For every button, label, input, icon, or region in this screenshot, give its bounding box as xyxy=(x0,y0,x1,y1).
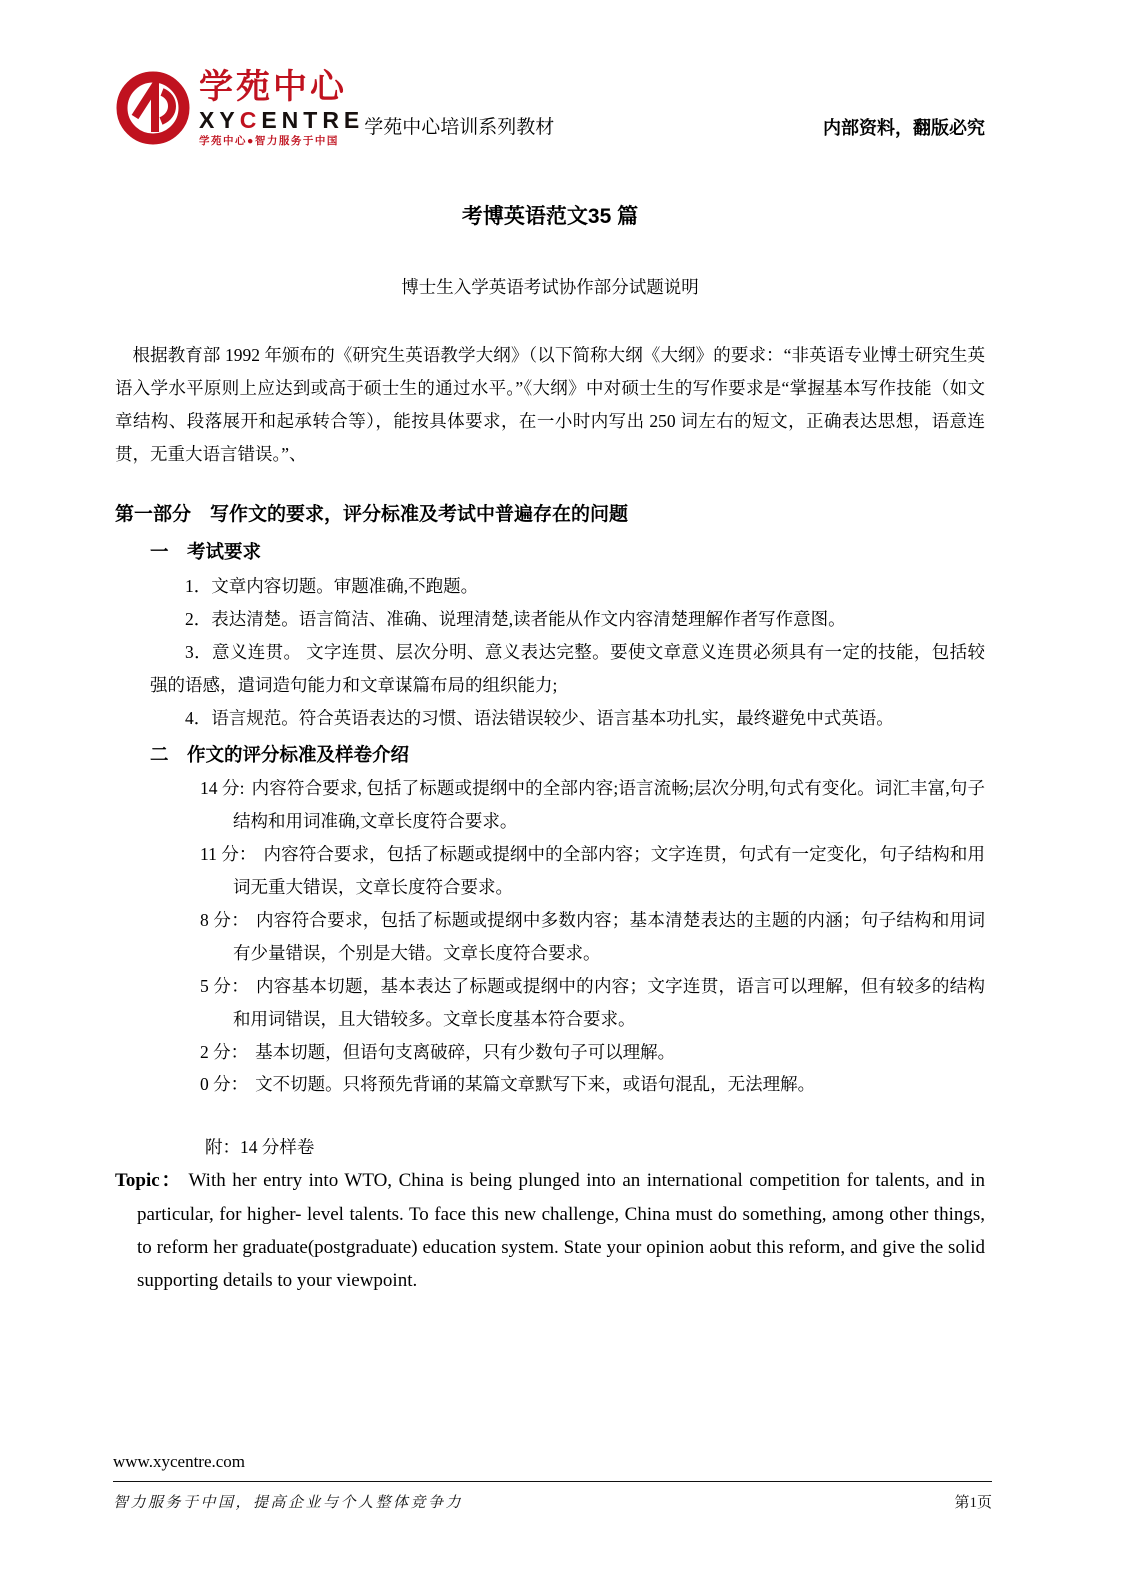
score-item xyxy=(200,904,985,970)
score-text: 内容基本切题，基本表达了标题或提纲中的内容；文字连贯，语言可以理解，但有较多的结构和用词错误，且大错较多。文章长度基本符合要求。 xyxy=(233,975,986,1029)
doc-subtitle: 博士生入学英语考试协作部分试题说明 xyxy=(401,277,699,298)
confidential-notice: 内部资料，翻版必究 xyxy=(823,118,985,139)
score-label: 8 分： xyxy=(200,910,249,931)
document-body xyxy=(115,197,985,1297)
score-item xyxy=(200,970,985,1036)
footer-row xyxy=(113,1482,992,1517)
footer-slogan: 智力服务于中国，提高企业与个人整体竞争力 xyxy=(113,1494,464,1511)
requirement-item: 2．表达清楚。语言简洁、准确、说理清楚,读者能从作文内容清楚理解作者写作意图。 xyxy=(185,609,846,630)
appendix-note: 附：14 分样卷 xyxy=(205,1137,315,1158)
logo-brand-en xyxy=(199,108,364,132)
score-text: 内容符合要求, 包括了标题或提纲中的全部内容;语言流畅;层次分明,句式有变化。词汇丰富,句子结构和用词准确,文章长度符合要求。 xyxy=(233,778,985,832)
requirement-item: 4．语言规范。符合英语表达的习惯、语法错误较少、语言基本功扎实，最终避免中式英语。 xyxy=(185,707,894,728)
score-item xyxy=(200,1068,985,1101)
page-number: 第1页 xyxy=(954,1494,992,1511)
page-footer xyxy=(113,1446,992,1517)
logo-brand-en-c: C xyxy=(239,106,262,133)
score-item xyxy=(200,1036,985,1069)
score-label: 2 分： xyxy=(200,1041,249,1062)
logo-emblem-icon xyxy=(115,70,191,146)
score-text: 内容符合要求，包括了标题或提纲中的全部内容；文字连贯，句式有一定变化，句子结构和用词无重大错误，文章长度符合要求。 xyxy=(233,844,985,898)
score-text: 文不切题。只将预先背诵的某篇文章默写下来，或语句混乱，无法理解。 xyxy=(255,1074,816,1095)
logo-brand-en-pre: XY xyxy=(199,106,240,133)
doc-title: 考博英语范文35 篇 xyxy=(461,204,639,228)
score-label: 11 分： xyxy=(200,844,257,865)
score-list xyxy=(115,772,985,1101)
score-item xyxy=(200,772,985,838)
logo-brand-cn: 学苑中心 xyxy=(199,68,347,106)
logo-tagline: 学苑中心●智力服务于中国 xyxy=(199,134,339,147)
score-text: 基本切题，但语句支离破碎，只有少数句子可以理解。 xyxy=(255,1041,676,1062)
section1-heading: 一 考试要求 xyxy=(150,541,262,563)
footer-url: www.xycentre.com xyxy=(113,1451,246,1471)
xycentre-logo xyxy=(115,70,364,147)
requirements-list xyxy=(115,570,985,734)
score-label: 0 分： xyxy=(200,1074,249,1095)
part1-heading: 第一部分 写作文的要求，评分标准及考试中普遍存在的问题 xyxy=(115,503,629,525)
section2-heading: 二 作文的评分标准及样卷介绍 xyxy=(150,743,410,765)
topic-label: Topic： xyxy=(115,1170,183,1192)
score-label: 5 分： xyxy=(200,975,249,996)
topic-text: With her entry into WTO, China is being plunged into an international competition for talents, and in particular, for higher- level talents. To face this new challenge, China must do something, among other things, to reform her graduate(postgraduate) education system. State your opinion aobut this reform, and give the solid supporting details to your viewpoint. xyxy=(137,1170,985,1292)
requirement-item: 1．文章内容切题。审题准确,不跑题。 xyxy=(185,576,479,597)
page-header xyxy=(115,70,985,147)
score-text: 内容符合要求，包括了标题或提纲中多数内容；基本清楚表达的主题的内涵；句子结构和用词有少量错误，个别是大错。文章长度符合要求。 xyxy=(233,910,986,963)
intro-paragraph: 根据教育部 1992 年颁布的《研究生英语教学大纲》（以下简称大纲《大纲》的要求：“非英语专业博士研究生英语入学水平原则上应达到或高于硕士生的通过水平。”《大纲》中对硕士生的写作要求是“掌握基本写作技能（如文章结构、段落展开和起承转合等），能按具体要求，在一小时内写出 250 词左右的短文，正确表达思想，语意连贯，无重大语言错误。”、 xyxy=(115,345,985,464)
series-title: 学苑中心培训系列教材 xyxy=(364,117,555,139)
score-label: 14 分: xyxy=(200,778,245,799)
logo-text xyxy=(199,70,364,147)
topic-paragraph xyxy=(115,1164,985,1297)
logo-brand-en-post: ENTRE xyxy=(261,106,365,133)
score-item xyxy=(200,838,985,904)
requirement-item: 3．意义连贯。 文字连贯、层次分明、意义表达完整。要使文章意义连贯必须具有一定的技能，包括较强的语感，遣词造句能力和文章谋篇布局的组织能力; xyxy=(150,642,985,695)
